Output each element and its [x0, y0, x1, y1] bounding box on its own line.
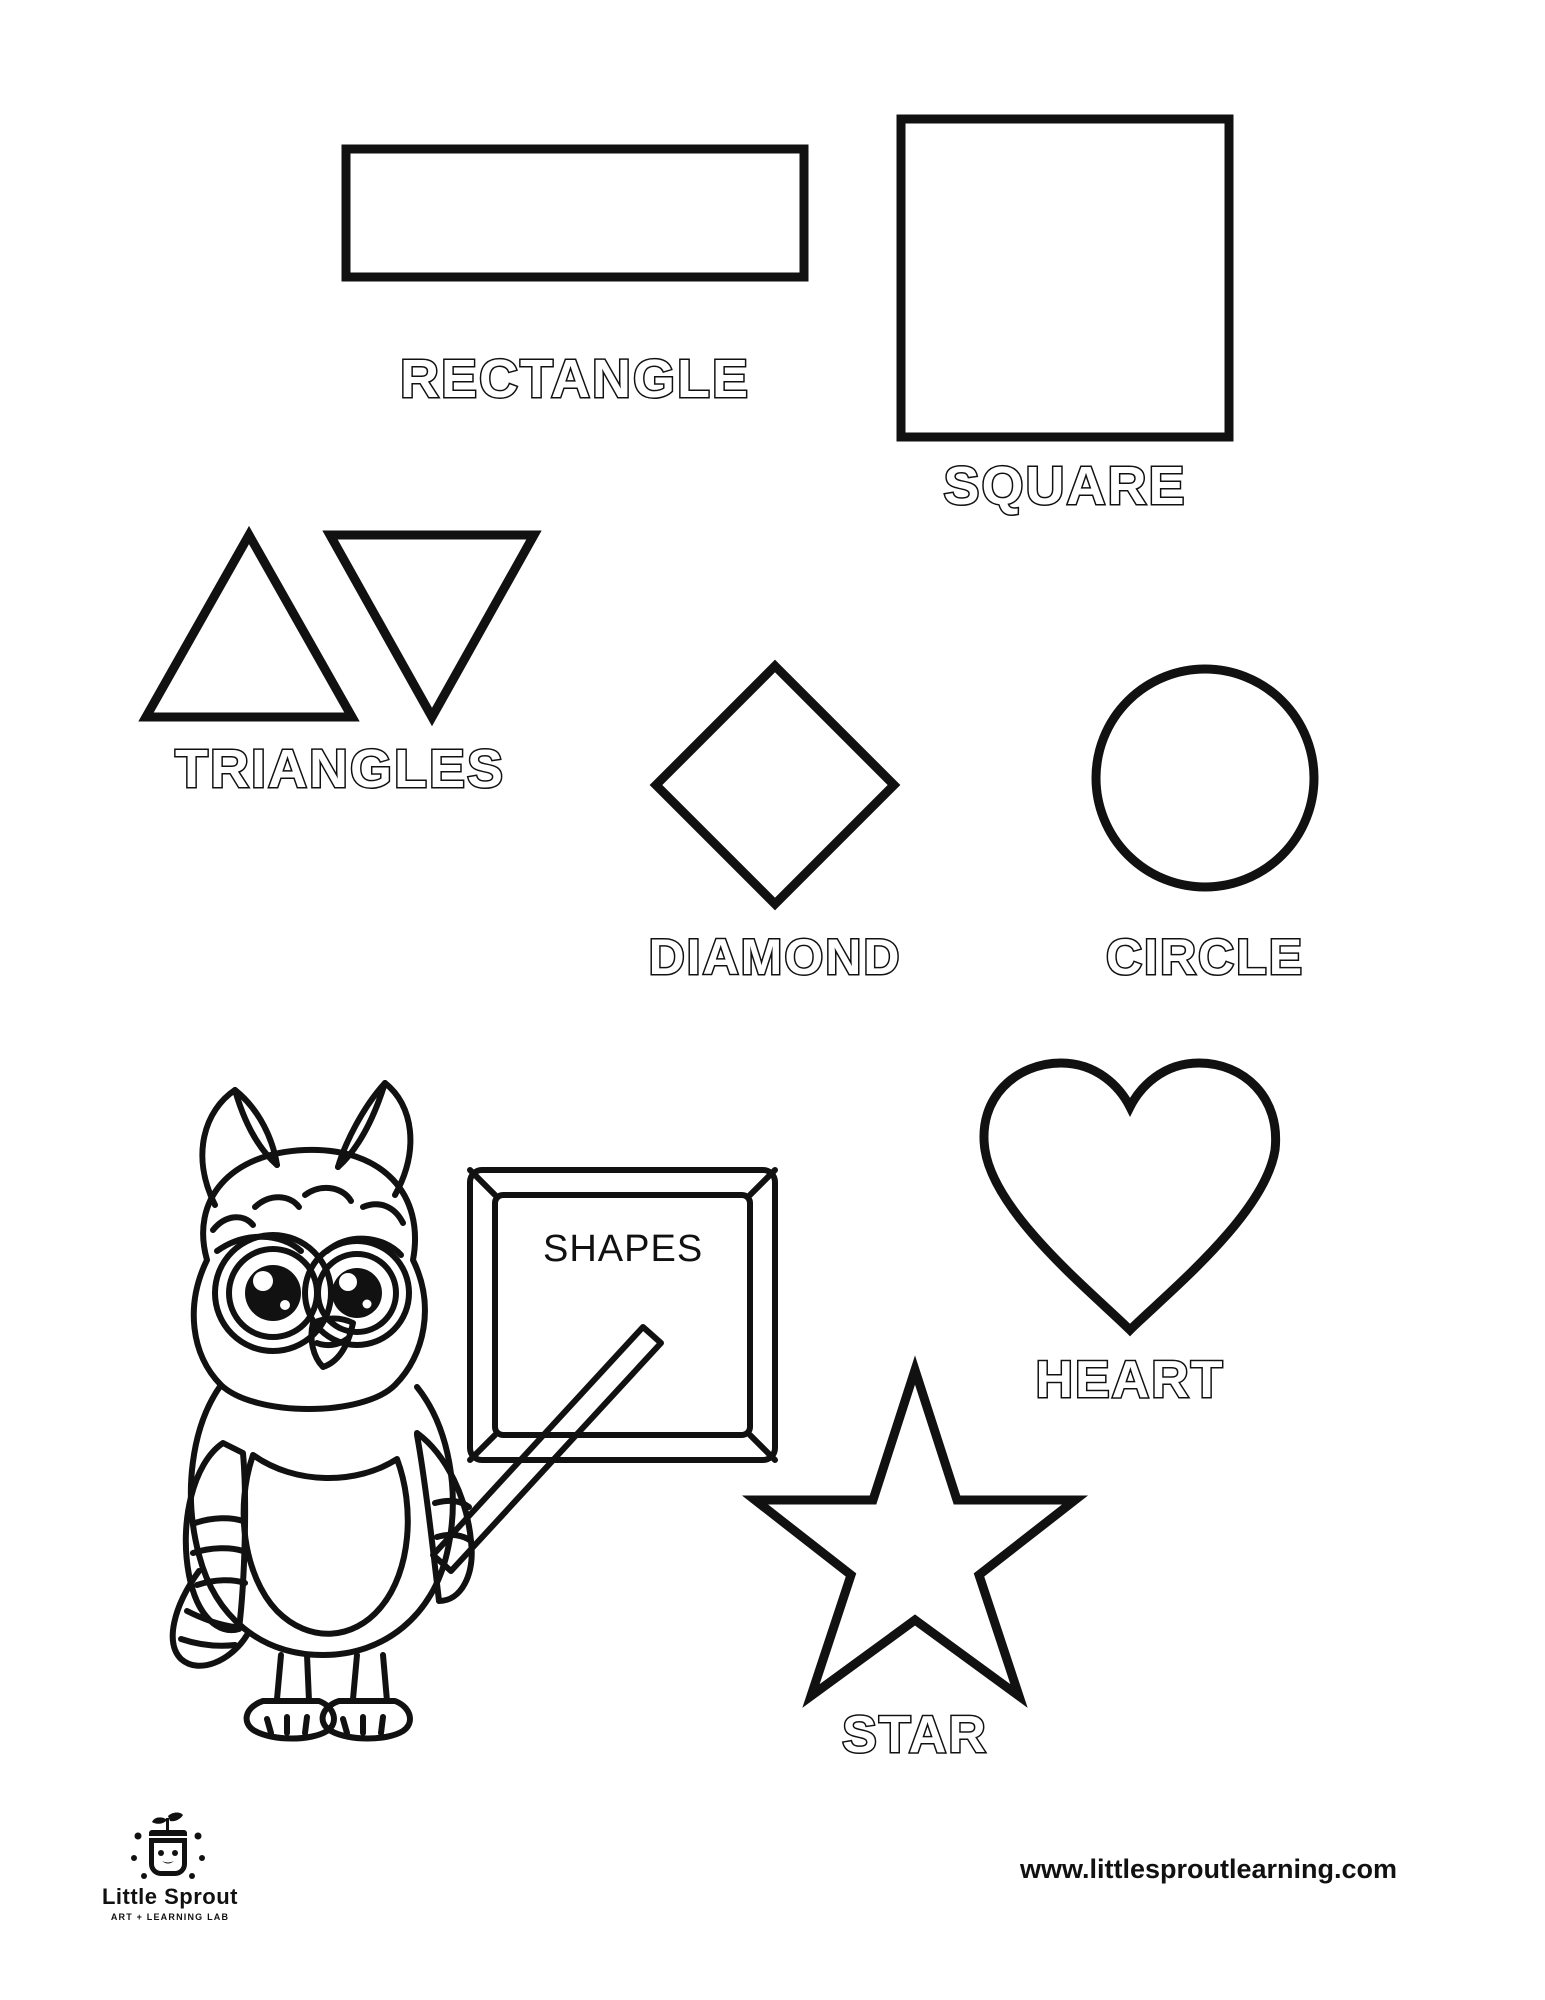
brand-name: Little Sprout: [101, 1884, 239, 1909]
heart-shape: [975, 1055, 1285, 1345]
triangles-shape: [140, 527, 540, 727]
footer-website-url[interactable]: www.littlesproutlearning.com: [1020, 1854, 1398, 1884]
square-shape: [895, 113, 1235, 443]
circle-label: CIRCLE: [1105, 929, 1305, 985]
owl-teacher-illustration: [95, 1055, 795, 1745]
rectangle-shape: [340, 143, 810, 283]
diamond-shape: [650, 660, 900, 910]
rectangle-label: RECTANGLE: [400, 349, 750, 409]
brand-logo: [60, 1810, 280, 1922]
sprout-jar-logo-icon: [60, 1810, 280, 1884]
heart-label: HEART: [1035, 1351, 1225, 1409]
brand-tagline: ART + LEARNING LAB: [110, 1912, 230, 1922]
diamond-label: DIAMOND: [648, 929, 902, 985]
star-shape: [745, 1360, 1085, 1700]
square-label: SQUARE: [943, 456, 1187, 516]
circle-shape: [1090, 663, 1320, 893]
chalkboard-text: SHAPES: [543, 1228, 704, 1270]
star-label: STAR: [842, 1706, 988, 1764]
triangles-label: TRIANGLES: [174, 739, 505, 799]
